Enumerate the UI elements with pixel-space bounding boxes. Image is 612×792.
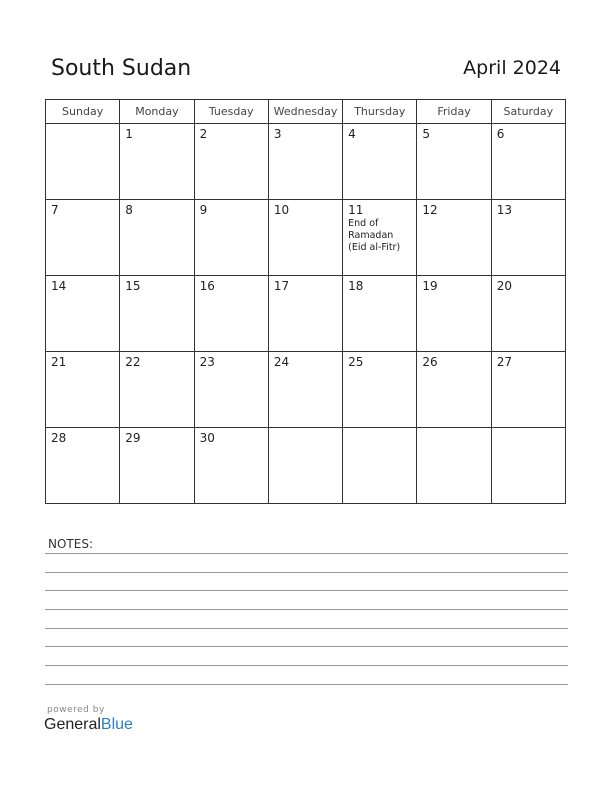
day-number: 18: [348, 279, 364, 293]
day-cell: [46, 352, 120, 428]
note-line: [45, 628, 568, 629]
day-number: 10: [273, 203, 290, 217]
day-cell: [491, 276, 565, 352]
day-number: 8: [125, 203, 133, 217]
brand-general: General: [44, 716, 101, 733]
day-number: 7: [51, 203, 59, 217]
day-cell: [268, 276, 342, 352]
day-cell: [46, 124, 120, 200]
day-number: 19: [422, 279, 438, 293]
day-cell: [417, 200, 491, 276]
day-cell: [46, 276, 120, 352]
day-cell: [343, 124, 417, 200]
powered-by-text: powered by: [47, 705, 105, 715]
day-cell: [268, 124, 342, 200]
day-number: 28: [51, 431, 67, 445]
weekday-saturday: Saturday: [491, 100, 565, 124]
day-number: 24: [273, 355, 290, 369]
day-cell: [417, 352, 491, 428]
day-cell: [194, 428, 268, 504]
day-number: 5: [422, 127, 431, 141]
day-cell: [194, 200, 268, 276]
note-line: [45, 553, 568, 554]
day-cell: [343, 352, 417, 428]
note-line: [45, 646, 568, 647]
day-number: 14: [51, 279, 67, 293]
day-cell: [491, 428, 565, 504]
day-cell: [46, 428, 120, 504]
day-cell: [417, 428, 491, 504]
day-number: 3: [273, 127, 282, 141]
week-row: [46, 276, 566, 352]
weekday-monday: Monday: [120, 100, 194, 124]
day-cell: [120, 124, 194, 200]
country-title: South Sudan: [51, 56, 192, 81]
day-number: 26: [422, 355, 438, 369]
day-cell: [120, 200, 194, 276]
day-cell: [268, 428, 342, 504]
day-number: 13: [496, 203, 512, 217]
week-row: [46, 352, 566, 428]
brand-blue: Blue: [100, 716, 133, 733]
day-cell: [194, 352, 268, 428]
day-number: 11: [348, 203, 364, 217]
note-line: [45, 609, 568, 610]
day-cell: [268, 200, 342, 276]
weekday-friday: Friday: [417, 100, 491, 124]
day-cell: [343, 428, 417, 504]
day-cell: [343, 276, 417, 352]
day-number: 4: [348, 127, 356, 141]
day-cell: [417, 276, 491, 352]
day-cell: [268, 352, 342, 428]
day-cell: [417, 124, 491, 200]
day-number: 12: [422, 203, 438, 217]
weekday-thursday: Thursday: [343, 100, 417, 124]
day-cell: [194, 124, 268, 200]
day-number: 1: [125, 127, 133, 141]
holiday-event: End of Ramadan (Eid al-Fitr): [348, 218, 401, 253]
notes-label: NOTES:: [48, 537, 93, 551]
calendar-grid: [45, 99, 566, 504]
month-title: April 2024: [463, 57, 561, 79]
day-cell: [491, 200, 565, 276]
weekday-header-row: [46, 100, 566, 124]
day-number: 15: [125, 279, 141, 293]
day-number: 27: [496, 355, 512, 369]
day-cell: [120, 428, 194, 504]
day-number: 25: [348, 355, 364, 369]
note-line: [45, 665, 568, 666]
day-number: 22: [125, 355, 141, 369]
weekday-sunday: Sunday: [46, 100, 120, 124]
day-number: 20: [496, 279, 512, 293]
day-cell: [46, 200, 120, 276]
note-line: [45, 572, 568, 573]
day-cell: [194, 276, 268, 352]
day-cell: [343, 200, 417, 276]
day-number: 17: [273, 279, 290, 293]
week-row: [46, 428, 566, 504]
note-line: [45, 590, 568, 591]
day-number: 30: [199, 431, 215, 445]
day-cell: [491, 124, 565, 200]
weekday-wednesday: Wednesday: [268, 100, 342, 124]
week-row: [46, 200, 566, 276]
day-cell: [120, 276, 194, 352]
note-line: [45, 684, 568, 685]
day-number: 29: [125, 431, 141, 445]
day-number: 21: [51, 355, 67, 369]
day-number: 16: [199, 279, 215, 293]
generalblue-logo[interactable]: [44, 716, 133, 734]
weekday-tuesday: Tuesday: [194, 100, 268, 124]
day-cell: [491, 352, 565, 428]
day-number: 2: [199, 127, 208, 141]
day-cell: [120, 352, 194, 428]
day-number: 23: [199, 355, 215, 369]
day-number: 6: [496, 127, 505, 141]
day-number: 9: [199, 203, 208, 217]
week-row: [46, 124, 566, 200]
